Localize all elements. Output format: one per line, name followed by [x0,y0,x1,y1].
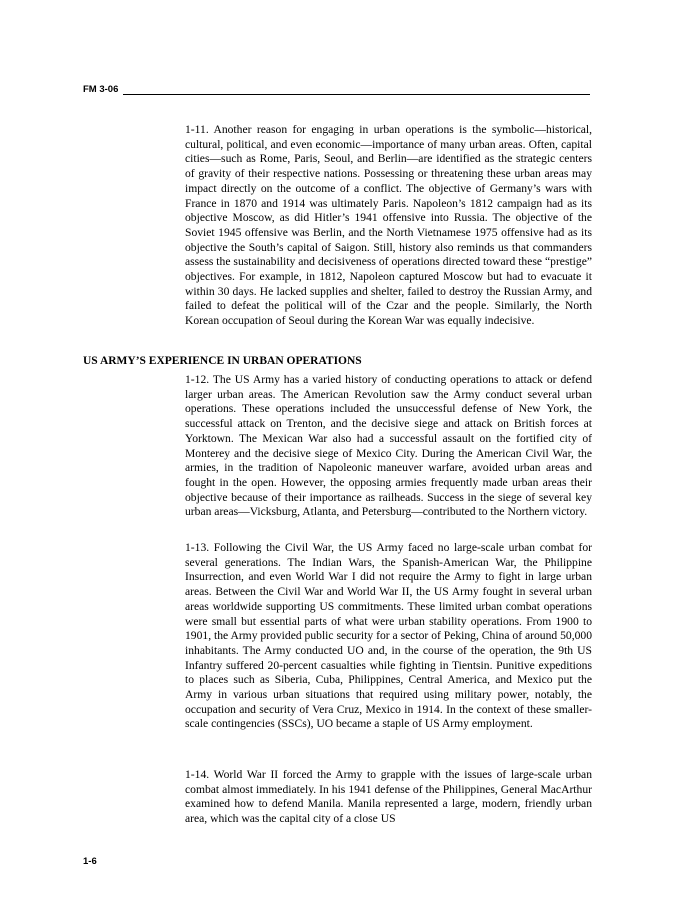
running-header [83,84,590,98]
paragraph-1-11: 1-11. Another reason for engaging in urban operations is the symbolic—historical, cultural, political, and even economic—importance of many urban areas. Often, capital cities—such as Rome, Paris, Seoul, and Berlin—are identified as the strategic centers of gravity of their respective nations. Possessing or threatening these urban areas may impact directly on the outcome of a conflict. The objective of Germany’s wars with France in 1870 and 1914 was ultimately Paris. Napoleon’s 1812 campaign had as its objective Moscow, as did Hitler’s 1941 offensive into Russia. The objective of the Soviet 1945 offensive was Berlin, and the North Vietnamese 1975 offensive had as its objective the South’s capital of Saigon. Still, history also reminds us that commanders assess the sustainability and decisiveness of operations directed toward these “prestige” objectives. For example, in 1812, Napoleon captured Moscow but had to evacuate it within 30 days. He lacked supplies and shelter, failed to destroy the Russian Army, and failed to defeat the political will of the Czar and the people. Similarly, the North Korean occupation of Seoul during the Korean War was equally indecisive. [185,123,592,328]
paragraph-1-14: 1-14. World War II forced the Army to grapple with the issues of large-scale urban combat almost immediately. In his 1941 defense of the Philippines, General MacArthur examined how to defend Manila. Manila represented a large, modern, friendly urban area, which was the capital city of a close US [185,768,592,826]
paragraph-1-13: 1-13. Following the Civil War, the US Army faced no large-scale urban combat for several generations. The Indian Wars, the Spanish-American War, the Philippine Insurrection, and even World War I did not require the Army to fight in large urban areas. Between the Civil War and World War II, the US Army fought in several urban areas worldwide supporting US commitments. These limited urban combat operations were small but essential parts of what were urban stability operations. From 1900 to 1901, the Army provided public security for a sector of Peking, China of around 50,000 inhabitants. The Army conducted UO and, in the course of the operation, the 9th US Infantry suffered 20-percent casualties while fighting in Tientsin. Punitive expeditions to places such as Siberia, Cuba, Philippines, Central America, and Mexico put the Army in various urban situations that required using military power, notably, the occupation and security of Vera Cruz, Mexico in 1914. In the context of these smaller-scale contingencies (SSCs), UO became a staple of US Army employment. [185,541,592,731]
paragraph-1-12: 1-12. The US Army has a varied history of conducting operations to attack or defend larger urban areas. The American Revolution saw the Army conduct several urban operations. These operations included the unsuccessful defense of New York, the successful attack on Trenton, and the decisive siege and attack on British forces at Yorktown. The Mexican War also had a successful assault on the fortified city of Monterey and the decisive siege of Mexico City. During the American Civil War, the armies, in the tradition of Napoleonic maneuver warfare, avoided urban areas and fought in the open. However, the opposing armies frequently made urban areas their objective because of their importance as railheads. Success in the siege of several key urban areas—Vicksburg, Atlanta, and Petersburg—contributed to the Northern victory. [185,373,592,519]
header-rule [123,94,590,95]
section-heading: US ARMY’S EXPERIENCE IN URBAN OPERATIONS [83,355,362,367]
page-number: 1-6 [83,856,97,867]
header-label: FM 3-06 [83,84,119,95]
